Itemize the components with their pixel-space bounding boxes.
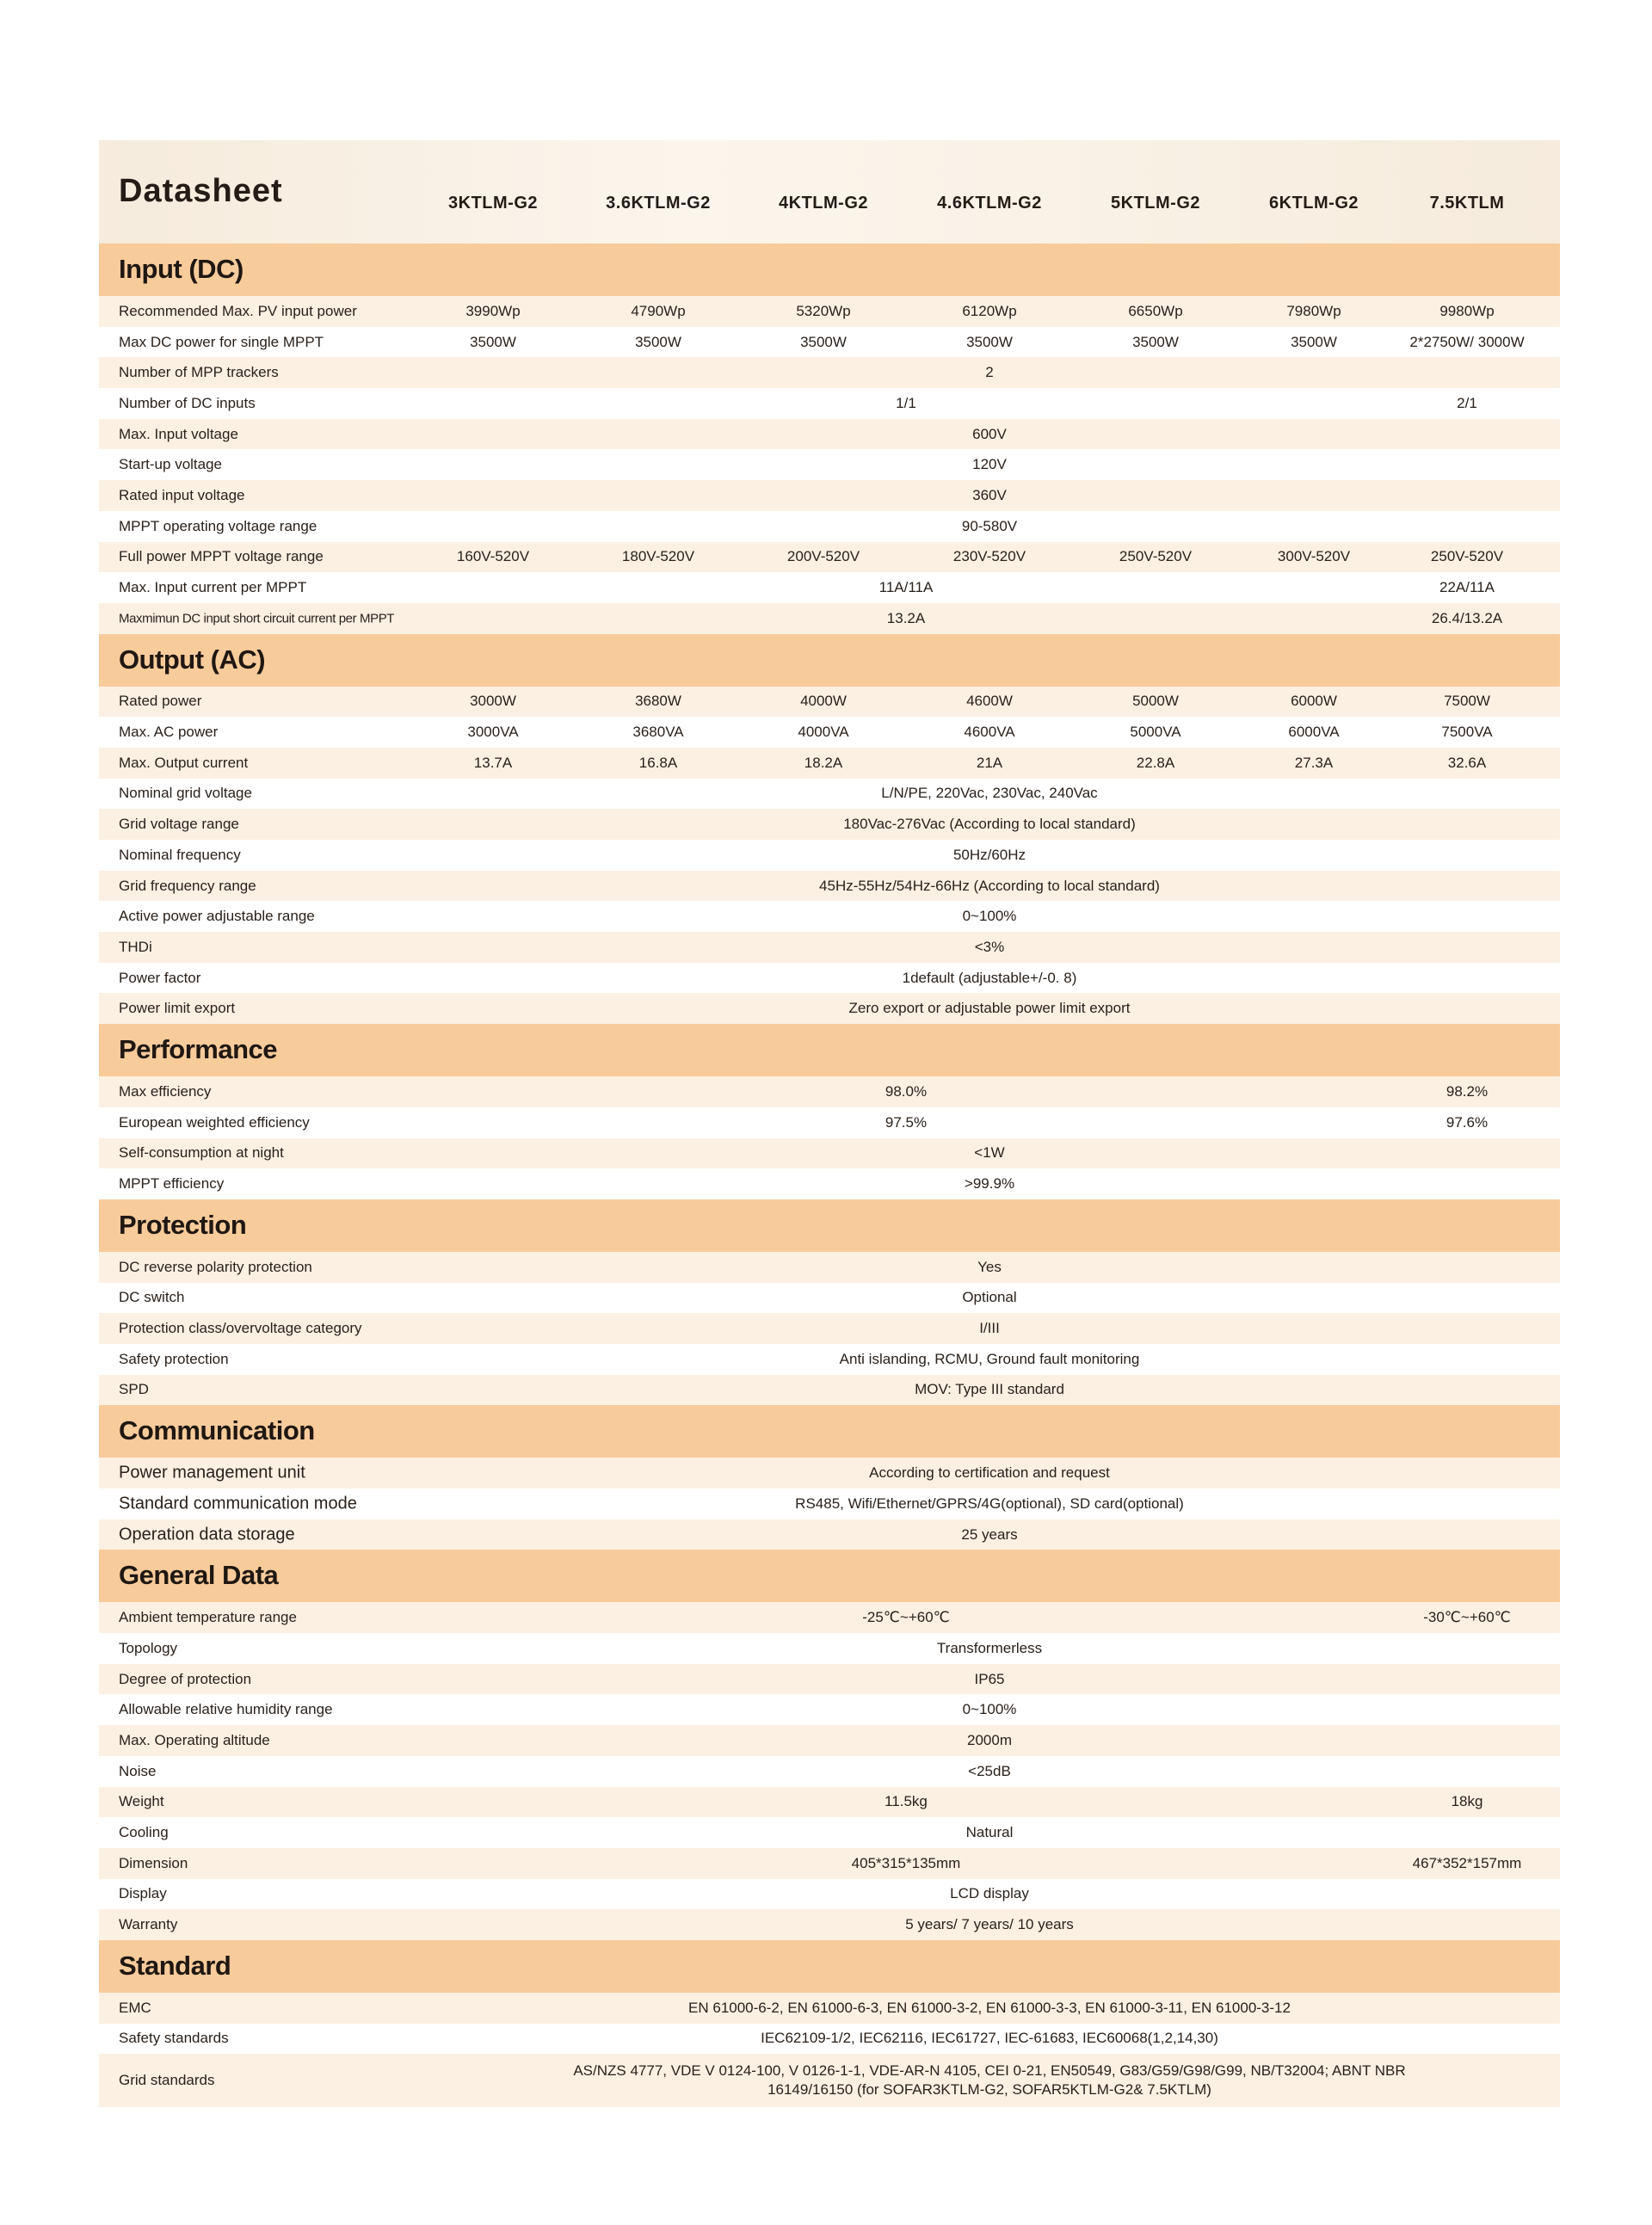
spec-value: RS485, Wifi/Ethernet/GPRS/4G(optional), SD card(optional) (795, 1495, 1184, 1512)
spec-row (99, 932, 1560, 963)
spec-value: 5000W (1132, 693, 1179, 710)
spec-label: Ambient temperature range (119, 1609, 297, 1626)
spec-row (99, 748, 1560, 779)
spec-value: 13.2A (886, 609, 926, 626)
spec-value: 97.5% (885, 1113, 928, 1131)
spec-value: 6000VA (1288, 724, 1340, 741)
spec-value: 98.0% (885, 1082, 928, 1100)
spec-label: Nominal grid voltage (119, 785, 252, 802)
spec-row (99, 1107, 1560, 1138)
spec-value: 3680W (635, 693, 681, 710)
model-header-1: 3KTLM-G2 (448, 194, 538, 213)
spec-value: 5000VA (1130, 724, 1181, 741)
spec-value: 98.2% (1446, 1082, 1489, 1100)
spec-label: Dimension (119, 1854, 188, 1871)
spec-row (99, 1756, 1560, 1787)
spec-value: 180Vac-276Vac (According to local standard) (843, 816, 1136, 833)
model-header-6: 6KTLM-G2 (1269, 194, 1359, 213)
spec-row (99, 1076, 1560, 1107)
datasheet-header (99, 140, 1560, 243)
section-header (99, 243, 1560, 296)
spec-value: L/N/PE, 220Vac, 230Vac, 240Vac (881, 785, 1098, 802)
spec-value: 50Hz/60Hz (952, 846, 1026, 863)
spec-row (99, 1519, 1560, 1550)
spec-row (99, 963, 1560, 994)
spec-value: 3000W (470, 693, 516, 710)
spec-label: Allowable relative humidity range (119, 1701, 333, 1718)
spec-label: Recommended Max. PV input power (119, 302, 357, 319)
spec-row (99, 1694, 1560, 1725)
spec-value: Yes (977, 1258, 1002, 1275)
spec-value: 11.5kg (885, 1793, 928, 1810)
spec-label: MPPT operating voltage range (119, 517, 317, 534)
spec-value: 27.3A (1294, 754, 1334, 771)
spec-label: Display (119, 1885, 167, 1902)
spec-label: SPD (119, 1381, 149, 1398)
spec-value: 467*352*157mm (1412, 1854, 1522, 1871)
datasheet-table (99, 140, 1560, 2107)
spec-value: <1W (974, 1144, 1005, 1162)
spec-value: -30℃~+60℃ (1423, 1609, 1511, 1626)
spec-label: Power factor (119, 969, 201, 986)
spec-value: Optional (962, 1289, 1017, 1306)
spec-value: 6120Wp (962, 302, 1017, 319)
spec-row (99, 2054, 1560, 2107)
spec-row (99, 388, 1560, 419)
spec-label: Protection class/overvoltage category (119, 1320, 362, 1337)
spec-value: 26.4/13.2A (1431, 609, 1503, 626)
spec-label: Grid standards (119, 2072, 215, 2089)
spec-value: 5320Wp (796, 302, 851, 319)
spec-value: 3000VA (467, 724, 519, 741)
spec-label: Cooling (119, 1824, 169, 1841)
spec-value: >99.9% (964, 1175, 1015, 1193)
spec-value: 4000VA (798, 724, 849, 741)
spec-value: MOV: Type III standard (915, 1381, 1064, 1398)
spec-label: Number of DC inputs (119, 394, 256, 411)
spec-row (99, 1664, 1560, 1695)
model-header-7: 7.5KTLM (1429, 194, 1505, 213)
spec-value: 250V-520V (1430, 548, 1504, 565)
spec-value: 21A (976, 754, 1003, 771)
spec-value: According to certification and request (869, 1464, 1110, 1482)
section-header (99, 1940, 1560, 1993)
spec-label: DC reverse polarity protection (119, 1258, 312, 1275)
spec-value: 3500W (470, 333, 516, 350)
section-title: Protection (119, 1209, 247, 1240)
spec-value: EN 61000-6-2, EN 61000-6-3, EN 61000-3-2, EN 61000-3-3, EN 61000-3-11, EN 61000-3-12 (688, 1999, 1291, 2016)
spec-value: 600V (972, 425, 1007, 442)
spec-value: IP65 (974, 1670, 1005, 1687)
spec-value: 25 years (961, 1525, 1018, 1543)
spec-label: Active power adjustable range (119, 908, 315, 925)
spec-label: Operation data storage (119, 1525, 295, 1544)
spec-value: 250V-520V (1119, 548, 1193, 565)
spec-row (99, 480, 1560, 511)
spec-value: 360V (972, 486, 1007, 503)
spec-label: Maxmimun DC input short circuit current per MPPT (119, 611, 395, 626)
spec-label: Rated power (119, 693, 202, 710)
spec-row (99, 1252, 1560, 1283)
section-title: Communication (119, 1415, 315, 1446)
spec-row (99, 572, 1560, 603)
spec-value: 16.8A (638, 754, 678, 771)
spec-row (99, 1168, 1560, 1199)
spec-value: 6650Wp (1128, 302, 1183, 319)
spec-label: Noise (119, 1762, 157, 1779)
spec-value: <3% (974, 938, 1005, 955)
spec-value: 4600VA (964, 724, 1015, 741)
spec-value: 3500W (966, 333, 1013, 350)
spec-row (99, 2024, 1560, 2055)
spec-label: Full power MPPT voltage range (119, 548, 324, 565)
spec-value: 0~100% (962, 908, 1017, 925)
spec-row (99, 1817, 1560, 1848)
spec-value: 3500W (1132, 333, 1179, 350)
spec-label: Max. AC power (119, 724, 219, 741)
spec-value: 11A/11A (878, 579, 934, 596)
spec-label: Grid voltage range (119, 816, 239, 833)
section-title: Performance (119, 1034, 278, 1065)
spec-value: 2 (985, 364, 994, 381)
section-header (99, 1405, 1560, 1458)
spec-value: 0~100% (962, 1701, 1017, 1718)
spec-row (99, 1848, 1560, 1879)
spec-value: 97.6% (1446, 1113, 1489, 1131)
section-header (99, 1024, 1560, 1076)
spec-row (99, 327, 1560, 358)
spec-row (99, 1344, 1560, 1375)
spec-row (99, 419, 1560, 450)
spec-value: 200V-520V (786, 548, 860, 565)
spec-label: Weight (119, 1793, 164, 1810)
section-title: Output (AC) (119, 644, 266, 675)
spec-row (99, 1879, 1560, 1910)
spec-label: Max. Operating altitude (119, 1731, 270, 1748)
spec-value: IEC62109-1/2, IEC62116, IEC61727, IEC-61683, IEC60068(1,2,14,30) (761, 2030, 1218, 2047)
spec-label: Standard communication mode (119, 1494, 357, 1513)
spec-label: THDi (119, 938, 152, 955)
spec-value: 1/1 (896, 394, 916, 411)
spec-row (99, 1725, 1560, 1756)
spec-value: 3990Wp (465, 302, 521, 319)
spec-label: Max DC power for single MPPT (119, 333, 324, 350)
spec-row (99, 809, 1560, 840)
sections-container (99, 243, 1560, 2107)
spec-value: 90-580V (961, 517, 1018, 534)
spec-row (99, 1909, 1560, 1940)
spec-label: Safety protection (119, 1350, 229, 1367)
spec-value: 230V-520V (952, 548, 1026, 565)
spec-value: I/III (979, 1320, 1000, 1337)
model-header-5: 5KTLM-G2 (1111, 194, 1200, 213)
spec-value: 2/1 (1457, 394, 1477, 411)
spec-value: Anti islanding, RCMU, Ground fault monitoring (839, 1350, 1140, 1367)
spec-value: 180V-520V (621, 548, 695, 565)
spec-value: 3500W (800, 333, 847, 350)
spec-row (99, 542, 1560, 573)
spec-label: Self-consumption at night (119, 1144, 284, 1162)
spec-label: Max efficiency (119, 1082, 212, 1100)
section-title: Input (DC) (119, 254, 243, 284)
spec-label: Power management unit (119, 1463, 305, 1482)
spec-label: EMC (119, 1999, 151, 2016)
spec-row (99, 901, 1560, 932)
spec-value: Natural (965, 1824, 1014, 1841)
spec-value: 4790Wp (631, 302, 686, 319)
spec-value: 3500W (635, 333, 681, 350)
spec-value: 2*2750W/ 3000W (1409, 333, 1525, 350)
spec-row (99, 357, 1560, 388)
spec-label: Max. Input current per MPPT (119, 579, 307, 596)
spec-row (99, 717, 1560, 748)
section-header (99, 634, 1560, 687)
spec-value: 18.2A (804, 754, 843, 771)
spec-label: Warranty (119, 1916, 178, 1933)
spec-value: 120V (972, 456, 1007, 473)
spec-value: -25℃~+60℃ (862, 1609, 950, 1626)
spec-value: 1default (adjustable+/-0. 8) (902, 969, 1077, 986)
model-header-4: 4.6KTLM-G2 (937, 194, 1042, 213)
spec-label: Number of MPP trackers (119, 364, 279, 381)
spec-row (99, 1602, 1560, 1633)
spec-row (99, 1488, 1560, 1519)
spec-value: 6000W (1291, 693, 1337, 710)
spec-value: 3680VA (632, 724, 684, 741)
spec-value: 32.6A (1447, 754, 1487, 771)
spec-label: Rated input voltage (119, 486, 245, 503)
section-title: Standard (119, 1950, 231, 1981)
spec-row (99, 779, 1560, 810)
spec-value: 22A/11A (1439, 579, 1495, 596)
spec-value: 160V-520V (456, 548, 530, 565)
spec-value: 7500W (1444, 693, 1490, 710)
spec-label: Max. Input voltage (119, 425, 238, 442)
spec-row (99, 1787, 1560, 1818)
spec-label: Start-up voltage (119, 456, 223, 473)
spec-label: Degree of protection (119, 1670, 252, 1687)
spec-label: Max. Output current (119, 754, 249, 771)
spec-label: Grid frequency range (119, 877, 256, 894)
model-header-3: 4KTLM-G2 (779, 194, 868, 213)
spec-value: 5 years/ 7 years/ 10 years (905, 1916, 1074, 1933)
spec-row (99, 687, 1560, 718)
spec-label: DC switch (119, 1289, 185, 1306)
spec-value: 7500VA (1441, 724, 1493, 741)
spec-value: 45Hz-55Hz/54Hz-66Hz (According to local standard) (819, 877, 1160, 894)
section-title: General Data (119, 1560, 279, 1591)
spec-value: <25dB (968, 1762, 1011, 1779)
spec-label: MPPT efficiency (119, 1175, 225, 1193)
spec-row (99, 1458, 1560, 1488)
spec-row (99, 840, 1560, 871)
spec-value: 4000W (800, 693, 847, 710)
spec-label: Safety standards (119, 2030, 229, 2047)
spec-row (99, 296, 1560, 327)
spec-label: European weighted efficiency (119, 1113, 310, 1131)
spec-value: 4600W (966, 693, 1013, 710)
spec-label: Nominal frequency (119, 846, 241, 863)
spec-row (99, 1633, 1560, 1664)
spec-row (99, 1993, 1560, 2024)
spec-value: 3500W (1291, 333, 1337, 350)
spec-value: Transformerless (936, 1639, 1043, 1656)
section-header (99, 1199, 1560, 1252)
spec-value: LCD display (950, 1885, 1029, 1902)
spec-value: AS/NZS 4777, VDE V 0124-100, V 0126-1-1, VDE-AR-N 4105, CEI 0-21, EN50549, G83/G59/G98/G99, NB/T32004; ABNT NBR 16149/16150 (for SOFAR3KTLM-G2, SOFAR5KTLM-G2& 7.5KTLM) (573, 2062, 1406, 2099)
spec-value: 22.8A (1136, 754, 1175, 771)
spec-row (99, 1313, 1560, 1344)
spec-value: 2000m (967, 1731, 1012, 1748)
spec-label: Power limit export (119, 1000, 236, 1017)
spec-value: 18kg (1451, 1793, 1483, 1810)
spec-row (99, 1283, 1560, 1314)
spec-value: 13.7A (473, 754, 513, 771)
model-header-2: 3.6KTLM-G2 (606, 194, 711, 213)
spec-row (99, 511, 1560, 542)
spec-value: 7980Wp (1286, 302, 1341, 319)
section-header (99, 1550, 1560, 1602)
spec-label: Topology (119, 1639, 178, 1656)
spec-row (99, 603, 1560, 634)
spec-value: 405*315*135mm (851, 1854, 961, 1871)
spec-value: 300V-520V (1277, 548, 1351, 565)
spec-value: Zero export or adjustable power limit export (848, 1000, 1131, 1017)
spec-row (99, 1138, 1560, 1169)
spec-value: 9980Wp (1439, 302, 1495, 319)
spec-row (99, 993, 1560, 1024)
spec-row (99, 871, 1560, 902)
spec-row (99, 1375, 1560, 1406)
datasheet-title: Datasheet (119, 173, 283, 209)
spec-row (99, 449, 1560, 480)
